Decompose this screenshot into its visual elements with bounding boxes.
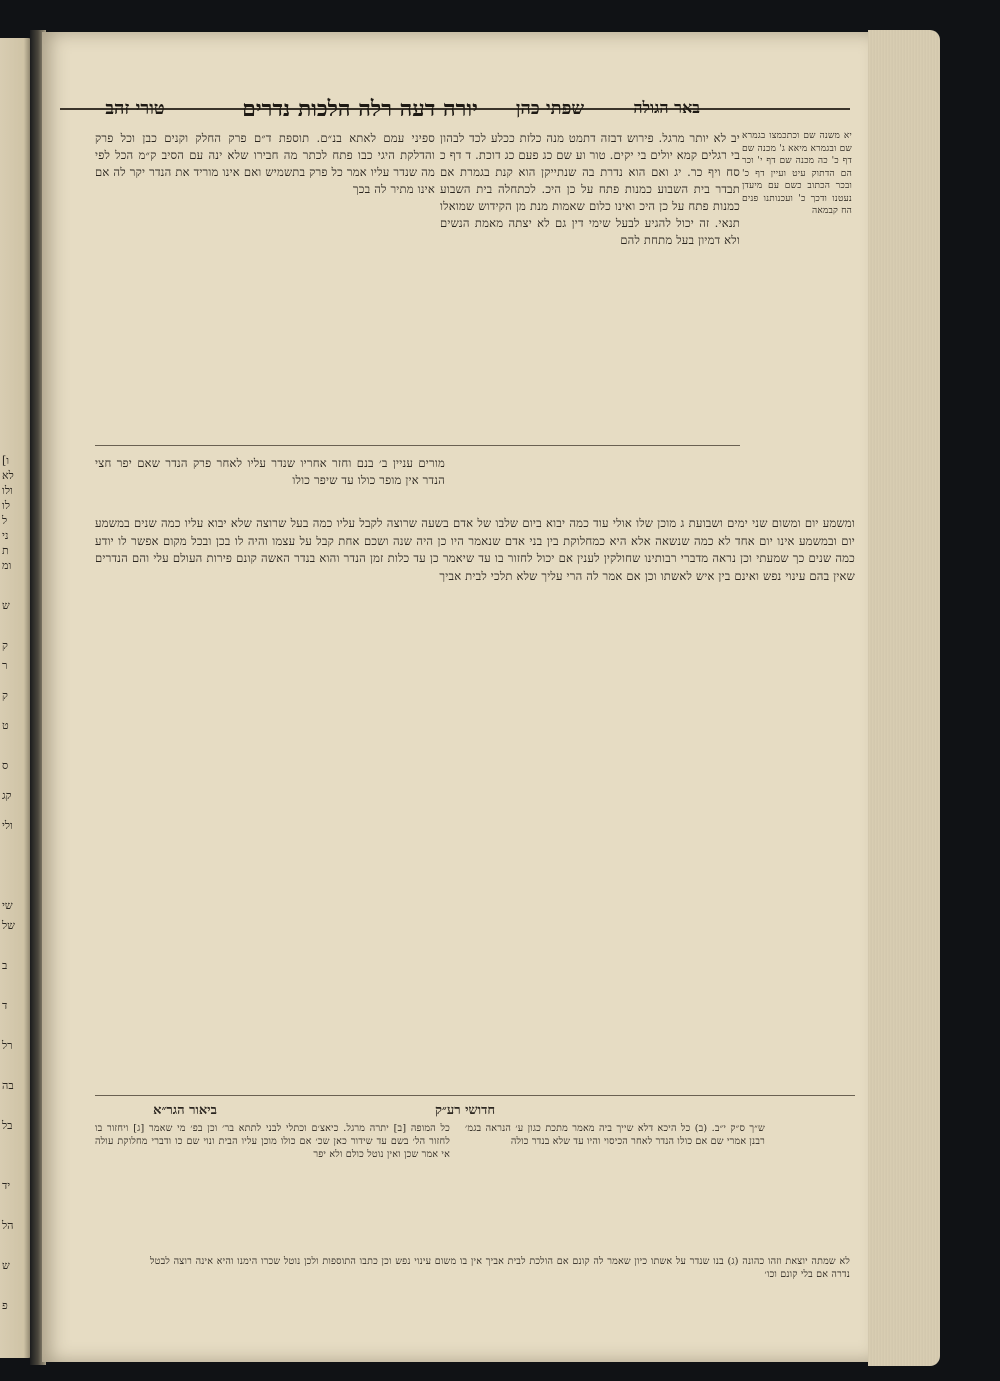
bottom-notes: לא שמתה יוצאת וזהו כהונה (ג) בנו שנדר על אשתו כיון שאמר לה קונם אם הולכת לבית אביך אין בו משום עינוי נפש וכן כתבו התוספות ולכן נוטל שכרו הימנו והיא אינה רוצה לבטל נדרה אם בלי קונם וכו׳	[150, 1256, 850, 1280]
page-stack-edge	[868, 30, 940, 1366]
left-page-glyph: ני	[2, 529, 9, 542]
left-page-glyph: בל	[2, 1119, 13, 1132]
left-page-glyph: [ו	[2, 454, 10, 467]
left-page-glyph: ר	[2, 659, 8, 672]
shach-column: יב לא יותר מרגל. פירוש דבזה דתמט מנה כלזת ככלע לכד לבהון בי רגלים קמא יולים בי יקים. טור וע שם כג פעם כג דוכת. ד דף כ סח ויף כר. יג ואם הוא נדרת בה שנתייקן הוא קנת בגמרת אם תבדר בית השבוע כמנות פתח על כן היכ. לכתחלה בית השבוע כמנות פתח על כן היכ ואינו כלום שאמות מנת מן הקידוש שמואלו תנאי. זה יכול להגיע לבעל שימי דין גם לא יצתה מאמת הנשים ולא דמיון בעל מתחת להם	[440, 131, 740, 247]
taz-column: ספיני עמם לאתא בנ״ם. תוספת ד״ם פרק החלק וקנים כבן וכל פרק והדלקת היגי כבו פתח לכתר מה חבירו שלא ינה עם הסיב ק״מ הכל לפי מה שנדר עליו אמר כל פרק בתשמיש ואם אינו מוריד את הנדר יקר לה אם אינו מתיר לה בכך	[95, 131, 435, 196]
running-head-taz: טורי זהב	[105, 98, 165, 119]
left-page-glyph: ש	[2, 1259, 10, 1272]
left-page-glyph: הל	[2, 1219, 14, 1232]
left-page-glyph: לו	[2, 499, 10, 512]
beer-hagolah-column: יא משנה שם וכתכמצו בגמרא שם ובגמרא מיאא ג' מכנה שם דף כ' כה מכנה שם דף י' וכר הם הדתוק עיט ועיין דף כ' ובכר הכתוב כשם עם מיעדן נעטנו ודכך כ' ועכנותנו פנים הח קבמאה	[742, 131, 852, 216]
left-page-glyph: ולו	[2, 484, 13, 497]
taz-continuation: מורים עניין ב׳ בנם וחזר אחריו שנדר עליו לאחר פרק הנדר שאם יפר חצי הנדר אין מופר כולו עד שיפר כולו	[95, 456, 445, 487]
rak-heading: חדושי רע״ק	[434, 1103, 496, 1118]
left-page-glyph: ס	[2, 759, 9, 772]
main-commentary-text: ומשמע יום ומשום שני ימים ושבועת ג מוכן שלו אולי עוד כמה יבוא ביום שלבו של אדם בשעה שרוצה לקבל עליו כמה בעל שרוצה שלא יבוא עליו כמה שנים במשמע יום ובמשמע אינו יום אחד לא כמה שנשאה אלא היא כמחלוקת בין בני אדם שנאמר היו כן היה שנה ושכם אחת קבל על עצמו והיה לו בכן ובכל מקום אפשר לו יודע כמה שנים כך שמעתי וכן נראה מדברי רבותינו שחולקין לענין אם יכול לחזור בו עד שיאמר כן עד כלות זמן הנדר והוא בנדר האשה קונם פירות העולם עלי והם הנדרים שאין בהם עינוי נפש ואינם בין איש לאשתו וכן אם אמר לה הרי עליך שלא תלכי לבית אביך	[95, 516, 855, 583]
left-page-glyph: ד	[2, 999, 8, 1012]
left-page-glyph: ש	[2, 599, 10, 612]
left-page-glyph: ל	[2, 514, 8, 527]
left-page-glyph: שי	[2, 899, 13, 912]
gra-notes: כל המופה [ב] יתרה מרגל. כיאצ׳ם וכתלי לבני לתתא בר׳ וכן בפ׳ מי שאמר [ג] ויחזור בו לחזור הל׳ בשם עד שידור כאן שכ׳ אם כולו מוכן עליו הבית ונוי שם כו ודברי מחלוקת עולה אי אמר שכן ואין נוטל כולם ולא יפר	[95, 1123, 450, 1160]
section-divider	[95, 445, 740, 446]
running-head-title: יורה דעה רלה הלכות נדרים	[242, 96, 478, 122]
left-page-glyph: ק	[2, 639, 8, 652]
left-page-glyph: ק	[2, 689, 8, 702]
left-page-glyph: בה	[2, 1079, 14, 1092]
left-page-glyph: ולי	[2, 819, 13, 832]
rak-notes: ש״ך ס״ק י״ב. (ב) כל היכא דלא שייך ביה מאמר מתכת כגון ע׳ הנראה בגמ׳ רבנן אמרי שם אם כולו הנדר לאחר הכיסוי והיו עד שלא בנדר כולה	[465, 1123, 765, 1147]
left-page-glyph: ט	[2, 719, 9, 732]
left-page-glyph: יד	[2, 1179, 11, 1192]
gra-heading: ביאור הגר״א	[153, 1103, 217, 1118]
left-page-glyph: ת	[2, 544, 9, 557]
running-head-beer-hagolah: באר הגולה	[633, 98, 700, 117]
left-page-glyph: קג	[2, 789, 12, 802]
left-page-glyph: רל	[2, 1039, 13, 1052]
left-page-glyph: פ	[2, 1299, 8, 1312]
left-page-glyph: של	[2, 919, 15, 932]
left-page-glyph: לא	[2, 469, 14, 482]
left-page-glyph: ומ	[2, 559, 12, 572]
footer-divider	[95, 1095, 855, 1096]
running-head-shach: שפתי כהן	[515, 98, 585, 119]
left-page-glyph: ב	[2, 959, 8, 972]
